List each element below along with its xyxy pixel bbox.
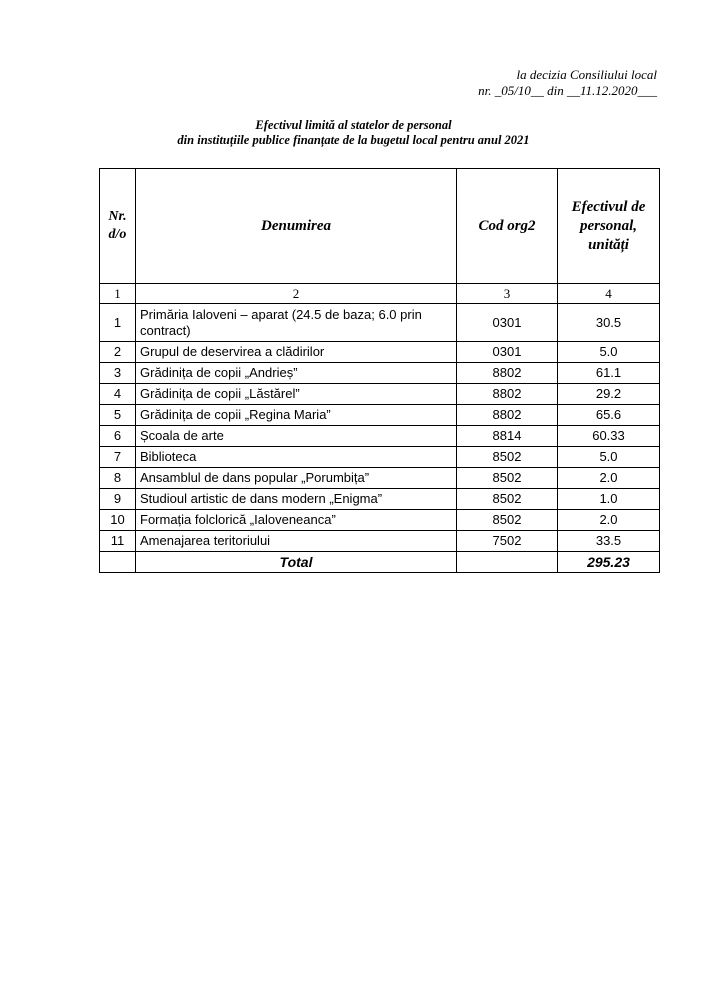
row-nr: 8 <box>100 468 136 489</box>
row-nr: 2 <box>100 342 136 363</box>
row-code: 8814 <box>457 426 558 447</box>
row-staff: 2.0 <box>558 510 660 531</box>
total-value: 295.23 <box>558 552 660 573</box>
column-index: 3 <box>457 284 558 304</box>
row-code: 8802 <box>457 384 558 405</box>
header-code: Cod org2 <box>457 169 558 284</box>
row-code: 8502 <box>457 447 558 468</box>
title-line-1: Efectivul limită al statelor de personal <box>255 118 452 132</box>
row-staff: 1.0 <box>558 489 660 510</box>
total-empty-cell <box>457 552 558 573</box>
column-index: 2 <box>136 284 457 304</box>
header-staff: Efectivul de personal, unități <box>558 169 660 284</box>
row-code: 0301 <box>457 342 558 363</box>
table-header-row <box>100 169 660 284</box>
row-name: Grădinița de copii „Lăstărel” <box>136 384 457 405</box>
row-nr: 10 <box>100 510 136 531</box>
total-label: Total <box>136 552 457 573</box>
row-name: Amenajarea teritoriului <box>136 531 457 552</box>
row-staff: 2.0 <box>558 468 660 489</box>
row-nr: 7 <box>100 447 136 468</box>
row-name: Formația folclorică „Ialoveneanca” <box>136 510 457 531</box>
row-name: Grupul de deservirea a clădirilor <box>136 342 457 363</box>
row-staff: 5.0 <box>558 342 660 363</box>
header-nr: Nr. d/o <box>100 169 136 284</box>
decision-line: la decizia Consiliului local <box>516 67 657 82</box>
row-name: Studioul artistic de dans modern „Enigma” <box>136 489 457 510</box>
row-staff: 60.33 <box>558 426 660 447</box>
row-nr: 9 <box>100 489 136 510</box>
row-staff: 33.5 <box>558 531 660 552</box>
row-code: 7502 <box>457 531 558 552</box>
total-empty-cell <box>100 552 136 573</box>
title-line-2: din instituțiile publice finanțate de la bugetul local pentru anul 2021 <box>177 133 530 147</box>
row-code: 8802 <box>457 363 558 384</box>
table-row <box>100 531 660 552</box>
table-row <box>100 363 660 384</box>
row-nr: 5 <box>100 405 136 426</box>
table-row <box>100 426 660 447</box>
decision-number-line: nr. _05/10__ din __11.12.2020___ <box>478 83 657 98</box>
table-row <box>100 489 660 510</box>
row-code: 8502 <box>457 510 558 531</box>
row-name: Grădinița de copii „Regina Maria” <box>136 405 457 426</box>
table-row <box>100 342 660 363</box>
row-code: 8502 <box>457 489 558 510</box>
document-title <box>0 118 707 148</box>
row-code: 8502 <box>457 468 558 489</box>
row-staff: 65.6 <box>558 405 660 426</box>
table-row <box>100 468 660 489</box>
table-row <box>100 384 660 405</box>
row-name: Biblioteca <box>136 447 457 468</box>
table-row <box>100 304 660 342</box>
header-name: Denumirea <box>136 169 457 284</box>
column-index: 1 <box>100 284 136 304</box>
row-nr: 6 <box>100 426 136 447</box>
decision-reference <box>478 67 657 99</box>
row-code: 0301 <box>457 304 558 342</box>
column-index-row <box>100 284 660 304</box>
row-staff: 5.0 <box>558 447 660 468</box>
table-row <box>100 405 660 426</box>
row-name: Ansamblul de dans popular „Porumbița” <box>136 468 457 489</box>
row-nr: 11 <box>100 531 136 552</box>
table-row <box>100 510 660 531</box>
total-row <box>100 552 660 573</box>
row-staff: 61.1 <box>558 363 660 384</box>
table-row <box>100 447 660 468</box>
row-nr: 4 <box>100 384 136 405</box>
row-nr: 3 <box>100 363 136 384</box>
staff-table <box>99 168 660 573</box>
column-index: 4 <box>558 284 660 304</box>
row-code: 8802 <box>457 405 558 426</box>
row-staff: 30.5 <box>558 304 660 342</box>
row-staff: 29.2 <box>558 384 660 405</box>
row-name: Școala de arte <box>136 426 457 447</box>
row-nr: 1 <box>100 304 136 342</box>
row-name: Primăria Ialoveni – aparat (24.5 de baza; 6.0 prin contract) <box>136 304 457 342</box>
row-name: Grădinița de copii „Andrieș” <box>136 363 457 384</box>
